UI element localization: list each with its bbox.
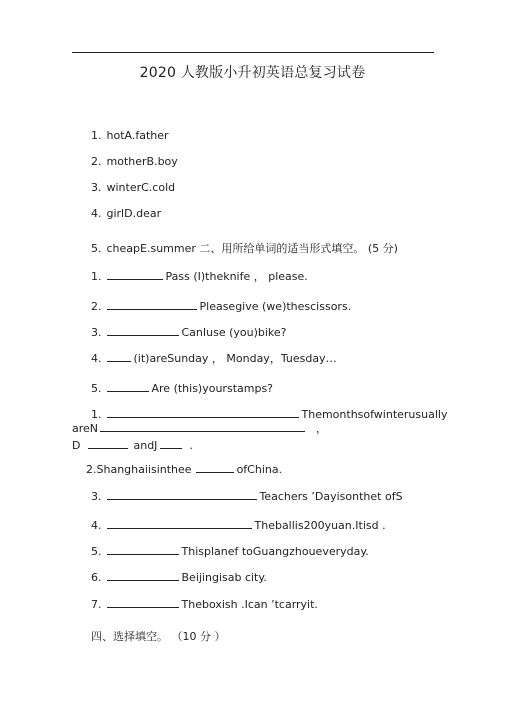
complete-item-1-line1 xyxy=(91,408,447,421)
answer-blank[interactable] xyxy=(107,270,163,280)
answer-blank[interactable] xyxy=(107,545,179,555)
item-text: Pass (I)theknife ， please. xyxy=(165,270,308,283)
item-text: Themonthsofwinterusually xyxy=(301,408,448,421)
item-text: hotA.father xyxy=(106,129,169,142)
fill-item-5 xyxy=(91,382,273,395)
item-number: 7. xyxy=(91,598,102,611)
item-number: 3. xyxy=(91,490,102,503)
answer-blank[interactable] xyxy=(107,571,179,581)
item-text: 2.Shanghaiisinthee xyxy=(86,463,192,476)
item-text: D xyxy=(72,439,81,452)
item-text: Theboxish .Ican ’tcarryit. xyxy=(181,598,318,611)
item-number: 6. xyxy=(91,571,102,584)
item-text: Beijingisab city. xyxy=(181,571,267,584)
item-text: winterC.cold xyxy=(106,181,176,194)
answer-blank[interactable] xyxy=(107,326,179,336)
answer-blank[interactable] xyxy=(107,300,197,310)
item-text: Pleasegive (we)thescissors. xyxy=(199,300,352,313)
section-4-heading: 四、选择填空。 （10 分 ） xyxy=(91,630,226,643)
match-item-4 xyxy=(91,207,161,220)
item-number: 1. xyxy=(91,129,102,142)
item-number: 5. xyxy=(91,382,102,395)
item-number: 2. xyxy=(91,155,102,168)
complete-item-6 xyxy=(91,571,267,584)
item-number: 1. xyxy=(91,408,102,421)
complete-item-1-line3 xyxy=(72,439,193,452)
fill-item-1 xyxy=(91,270,308,283)
item-text: Teachers ’Dayisonthet ofS xyxy=(259,490,403,503)
answer-blank[interactable] xyxy=(107,490,257,500)
answer-blank[interactable] xyxy=(107,519,252,529)
complete-item-3 xyxy=(91,490,403,503)
item-text: ， xyxy=(316,422,328,435)
item-text: . xyxy=(189,439,193,452)
complete-item-4 xyxy=(91,519,386,532)
complete-item-1-line2 xyxy=(72,422,327,435)
match-item-2 xyxy=(91,155,178,168)
fill-item-3 xyxy=(91,326,287,339)
fill-item-2 xyxy=(91,300,351,313)
item-number: 5. xyxy=(91,545,102,558)
item-text: ofChina. xyxy=(236,463,283,476)
item-number: 4. xyxy=(91,352,102,365)
item-text: cheapE.summer 二、用所给单词的适当形式填空。 (5 分) xyxy=(106,242,398,255)
item-text: CanIuse (you)bike? xyxy=(181,326,287,339)
fill-item-4 xyxy=(91,352,337,365)
item-number: 1. xyxy=(91,270,102,283)
complete-item-5 xyxy=(91,545,369,558)
item-text: girlD.dear xyxy=(106,207,162,220)
item-number: 2. xyxy=(91,300,102,313)
item-number: 3. xyxy=(91,326,102,339)
item-number: 4. xyxy=(91,207,102,220)
answer-blank[interactable] xyxy=(107,352,131,362)
answer-blank[interactable] xyxy=(107,408,299,418)
complete-item-2 xyxy=(86,463,282,476)
answer-blank[interactable] xyxy=(196,463,234,473)
match-item-5 xyxy=(91,242,398,255)
item-text: (it)areSunday ， Monday，Tuesday… xyxy=(133,352,337,365)
item-text: motherB.boy xyxy=(106,155,178,168)
item-text: Are (this)yourstamps? xyxy=(151,382,274,395)
answer-blank[interactable] xyxy=(107,382,149,392)
answer-blank[interactable] xyxy=(100,422,305,432)
page-title: 2020 人教版小升初英语总复习试卷 xyxy=(139,65,366,81)
answer-blank[interactable] xyxy=(160,439,182,449)
item-text: areN xyxy=(72,422,99,435)
match-item-3 xyxy=(91,181,175,194)
item-text: andJ xyxy=(133,439,158,452)
item-number: 3. xyxy=(91,181,102,194)
match-item-1 xyxy=(91,129,169,142)
item-text: Theballis200yuan.Itisd . xyxy=(254,519,386,532)
item-text: Thisplanef toGuangzhoueveryday. xyxy=(181,545,369,558)
top-rule xyxy=(72,52,434,53)
item-number: 5. xyxy=(91,242,102,255)
answer-blank[interactable] xyxy=(107,598,179,608)
item-number: 4. xyxy=(91,519,102,532)
complete-item-7 xyxy=(91,598,318,611)
answer-blank[interactable] xyxy=(88,439,128,449)
